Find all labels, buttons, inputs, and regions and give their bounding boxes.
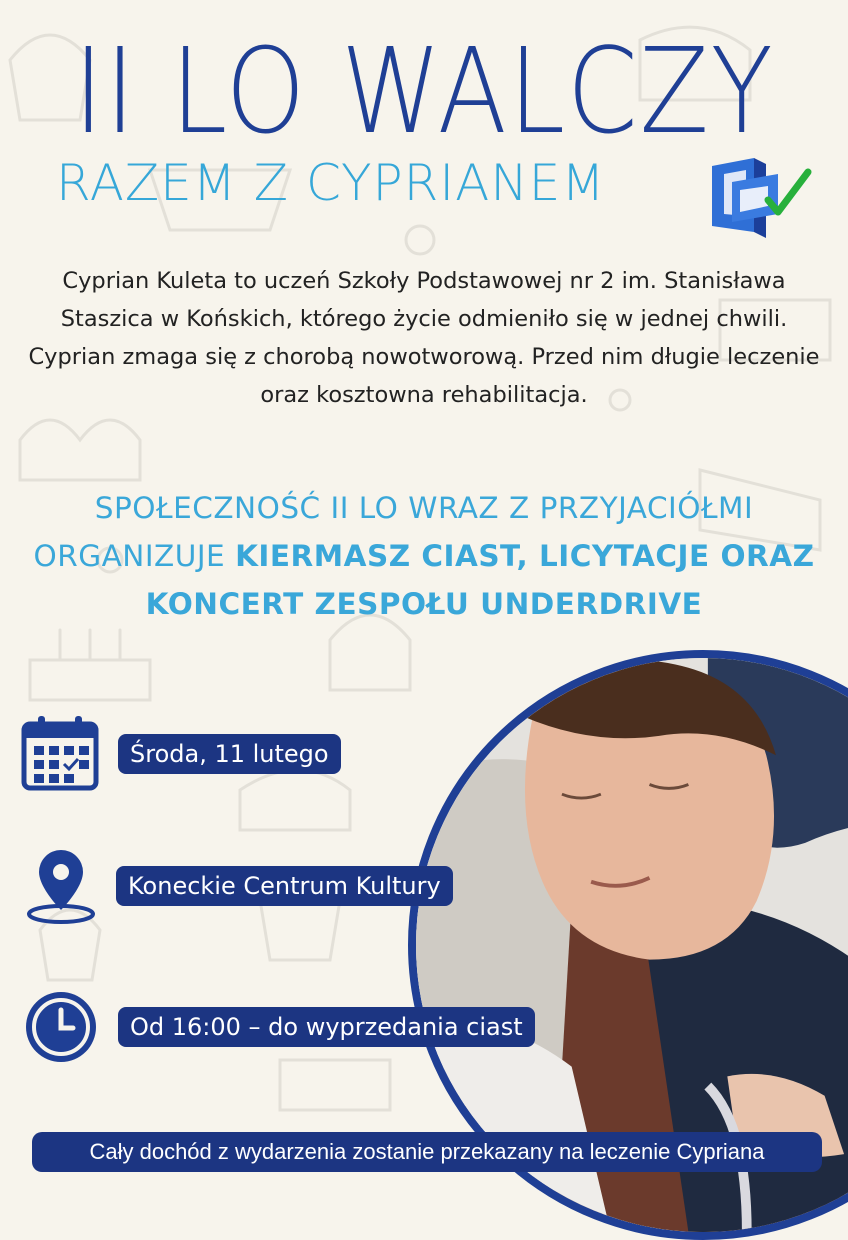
calendar-icon [20,712,100,792]
announcement-plain: SPOŁECZNOŚĆ II LO WRAZ Z PRZYJACIÓŁMI ORGANIZUJE [33,491,754,573]
location-pin-icon [24,846,98,926]
date-pill: Środa, 11 lutego [118,734,341,774]
intro-paragraph: Cyprian Kuleta to uczeń Szkoły Podstawowej nr 2 im. Stanisława Staszica w Końskich, którego życie odmieniło się w jednej chwili. Cyprian zmaga się z chorobą nowotworową. Przed nim długie leczenie oraz kosztowna rehabilitacja. [28,268,820,408]
footer-note: Cały dochód z wydarzenia zostanie przekazany na leczenie Cypriana [32,1132,822,1172]
poster-subtitle: RAZEM Z CYPRIANEM [56,154,606,212]
place-pill: Koneckie Centrum Kultury [116,866,453,906]
school-logo-icon [706,152,816,242]
announcement-bold: KIERMASZ CIAST, LICYTACJE ORAZ KONCERT ZESPOŁU UNDERDRIVE [145,539,815,621]
poster-title: II LO WALCZY [73,22,775,160]
time-pill: Od 16:00 – do wyprzedania ciast [118,1007,535,1047]
clock-icon [22,988,100,1066]
announcement [20,484,828,628]
